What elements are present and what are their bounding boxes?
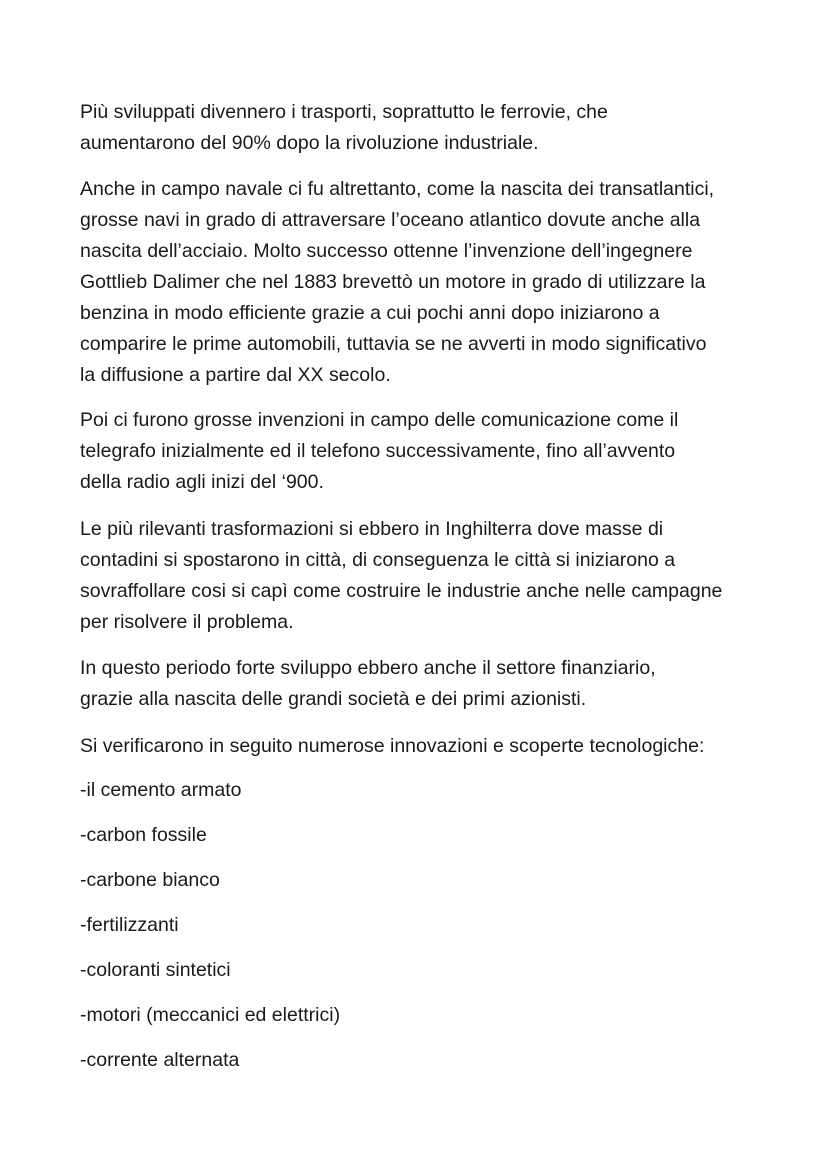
paragraph-finanziario [80,653,770,715]
text-line: nascita dell’acciaio. Molto successo ottenne l’invenzione dell’ingegnere [80,240,693,262]
text-line: Si verificarono in seguito numerose innovazioni e scoperte tecnologiche: [80,735,705,757]
text-line: Poi ci furono grosse invenzioni in campo delle comunicazione come il [80,409,679,431]
list-item: -fertilizzanti [80,914,179,936]
paragraph-innovazioni [80,731,770,762]
text-line: Più sviluppati divennero i trasporti, soprattutto le ferrovie, che [80,101,608,123]
list-item: -carbon fossile [80,824,207,846]
text-line: per risolvere il problema. [80,611,294,633]
paragraph-navale [80,174,770,391]
text-line: grazie alla nascita delle grandi società e dei primi azionisti. [80,688,587,710]
text-line: aumentarono del 90% dopo la rivoluzione industriale. [80,132,539,154]
list-item: -coloranti sintetici [80,959,231,981]
text-line: sovraffollare cosi si capì come costruire le industrie anche nelle campagne [80,580,723,602]
text-line: comparire le prime automobili, tuttavia se ne avverti in modo significativo [80,333,707,355]
text-line: Anche in campo navale ci fu altrettanto, come la nascita dei transatlantici, [80,178,715,200]
text-line: grosse navi in grado di attraversare l’oceano atlantico dovute anche alla [80,209,701,231]
text-line: telegrafo inizialmente ed il telefono successivamente, fino all’avvento [80,440,676,462]
text-line: la diffusione a partire dal XX secolo. [80,364,391,386]
list-item: -carbone bianco [80,869,220,891]
paragraph-trasporti [80,97,770,159]
list-item: -motori (meccanici ed elettrici) [80,1004,341,1026]
text-line: Gottlieb Dalimer che nel 1883 brevettò un motore in grado di utilizzare la [80,271,706,293]
text-line: In questo periodo forte sviluppo ebbero anche il settore finanziario, [80,657,656,679]
list-item: -corrente alternata [80,1049,240,1071]
text-line: contadini si spostarono in città, di conseguenza le città si iniziarono a [80,549,676,571]
text-line: della radio agli inizi del ‘900. [80,471,324,493]
paragraph-inghilterra [80,514,770,638]
list-item: -il cemento armato [80,779,242,801]
text-line: benzina in modo efficiente grazie a cui pochi anni dopo iniziarono a [80,302,660,324]
paragraph-comunicazione [80,405,770,498]
text-line: Le più rilevanti trasformazioni si ebbero in Inghilterra dove masse di [80,518,664,540]
